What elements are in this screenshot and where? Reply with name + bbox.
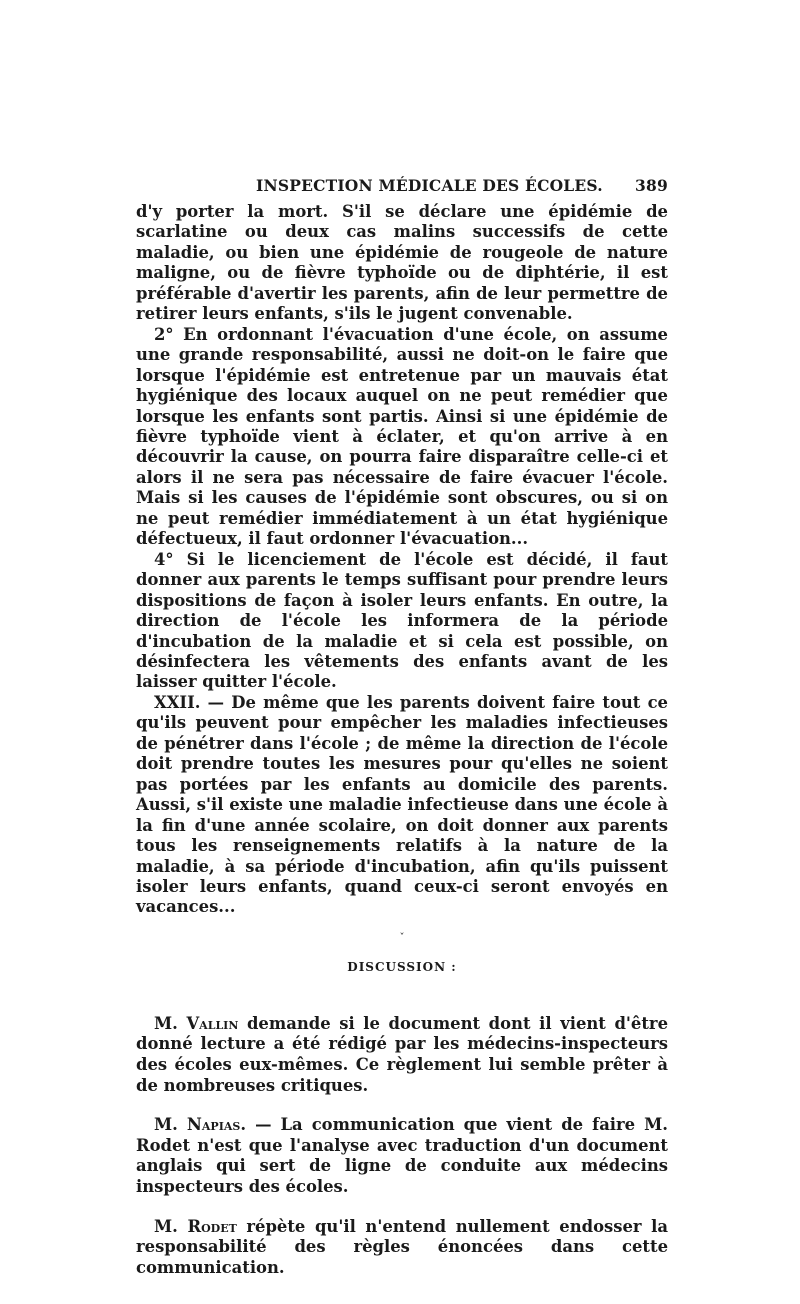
section-divider: ˇ <box>399 932 405 944</box>
speaker-name: Vallin <box>186 1013 239 1033</box>
page-number: 389 <box>635 176 668 195</box>
running-title: INSPECTION MÉDICALE DES ÉCOLES. <box>256 176 603 195</box>
book-page <box>136 170 668 1278</box>
discussion-paragraph-vallin <box>136 1014 668 1096</box>
paragraph-continuation: d'y porter la mort. S'il se déclare une épidémie de scarlatine ou deux cas malins successifs de cette maladie, ou bien une épidémie de rougeole de nature maligne, ou de fièvre typhoïde ou de diphtérie, il est préférable d'avertir les parents, afin de leur permettre de retirer leurs enfants, s'ils le jugent convenable. <box>136 202 668 324</box>
speaker-title: M. <box>154 1013 187 1033</box>
running-head <box>136 170 668 200</box>
speaker-name: Napias <box>186 1115 241 1135</box>
paragraph-article-xxii: XXII. — De même que les parents doivent faire tout ce qu'ils peuvent pour empêcher les maladies infectieuses de pénétrer dans l'école ; de même la direction de l'école doit prendre toutes les mesures pour qu'elles ne soient pas portées par les enfants au domicile des parents. Aussi, s'il existe une maladie infectieuse dans une école à la fin d'une année scolaire, on doit donner aux parents tous les renseignements relatifs à la nature de la maladie, à sa période d'incubation, afin qu'ils puissent isoler leurs enfants, quand ceux-ci seront envoyés en vacances... <box>136 692 668 917</box>
speaker-name: Rodet <box>187 1216 237 1236</box>
discussion-paragraph-napias <box>136 1115 668 1197</box>
discussion-text: . — La communication que vient de faire M. Rodet n'est que l'analyse avec traduction d'un document anglais qui sert de ligne de conduite aux médecins inspecteurs des écoles. <box>136 1115 668 1197</box>
paragraph-evacuation: 2° En ordonnant l'évacuation d'une école, on assume une grande responsabilité, aussi ne doit-on le faire que lorsque l'épidémie est entretenue par un mauvais état hygiénique des locaux auquel on ne peut remédier que lorsque les enfants sont partis. Ainsi si une épidémie de fièvre typhoïde vient à éclater, et qu'on arrive à en découvrir la cause, on pourra faire disparaître celle-ci et alors il ne sera pas nécessaire de faire évacuer l'école. Mais si les causes de l'épidémie sont obscures, ou si on ne peut remédier immédiatement à un état hygiénique défectueux, il faut ordonner l'évacuation... <box>136 324 668 549</box>
discussion-section <box>136 1014 668 1279</box>
discussion-text: demande si le document dont il vient d'être donné lecture a été rédigé par les médecins-inspecteurs des écoles eux-mêmes. Ce règlement lui semble prêter à de nombreuses critiques. <box>136 1013 668 1095</box>
discussion-heading: DISCUSSION : <box>347 959 457 974</box>
discussion-text: répète qu'il n'entend nullement endosser la responsabilité des règles énoncées dans cette communication. <box>136 1216 668 1277</box>
discussion-paragraph-rodet <box>136 1217 668 1279</box>
speaker-title: M. <box>154 1216 188 1236</box>
paragraph-licenciement: 4° Si le licenciement de l'école est décidé, il faut donner aux parents le temps suffisant pour prendre leurs dispositions de façon à isoler leurs enfants. En outre, la direction de l'école les informera de la période d'incubation de la maladie et si cela est possible, on désinfectera les vêtements des enfants avant de les laisser quitter l'école. <box>136 549 668 692</box>
speaker-title: M. <box>154 1115 187 1135</box>
main-text <box>136 202 668 918</box>
